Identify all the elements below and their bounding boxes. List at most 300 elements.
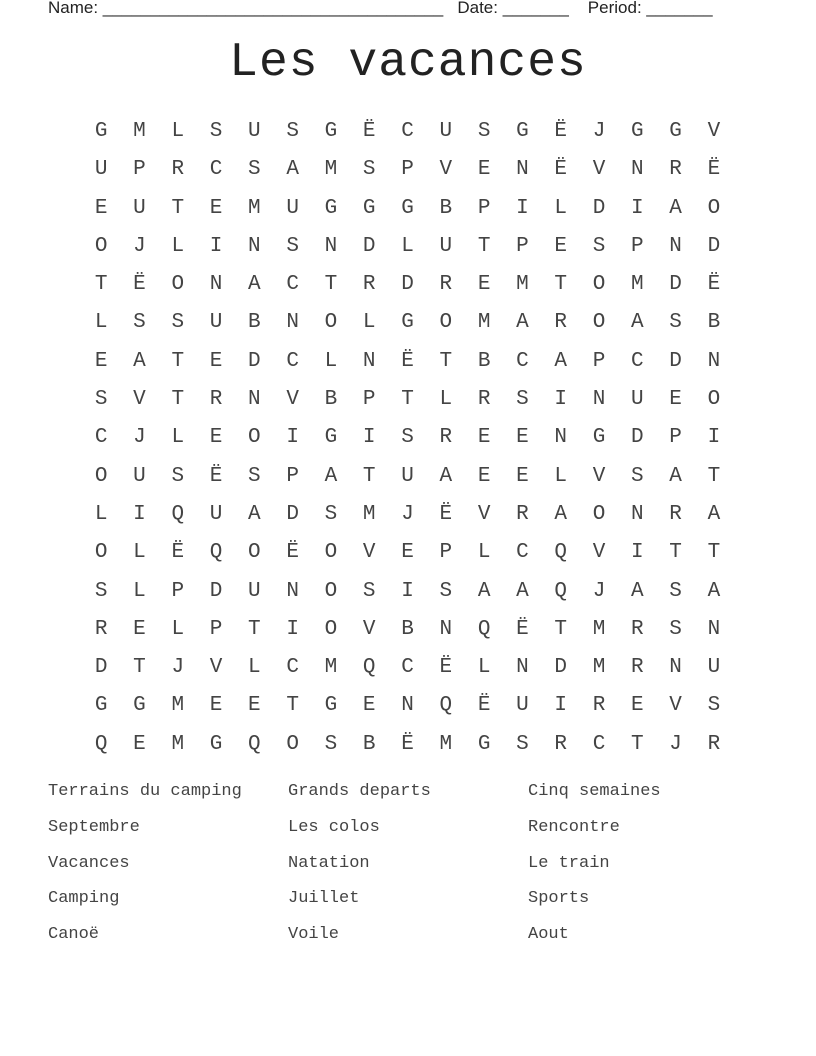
grid-letter: R: [439, 273, 453, 297]
grid-letter: D: [669, 273, 682, 297]
grid-letter: G: [516, 120, 529, 143]
grid-letter: O: [592, 311, 606, 335]
grid-letter: I: [286, 426, 299, 450]
grid-letter: Ë: [286, 541, 299, 565]
grid-letter: L: [171, 120, 185, 143]
grid-letter: S: [171, 464, 185, 488]
grid-letter: E: [669, 388, 682, 412]
grid-letter: Q: [477, 617, 491, 641]
grid-letter: S: [94, 388, 108, 412]
grid-letter: M: [362, 502, 376, 526]
grid-letter: N: [362, 349, 376, 373]
grid-letter: U: [209, 502, 223, 526]
grid-letter: R: [209, 388, 223, 412]
grid-letter: J: [669, 732, 682, 756]
grid-letter: R: [631, 617, 644, 641]
grid-letter: V: [439, 158, 453, 182]
grid-letter: G: [631, 120, 644, 143]
grid-letter: A: [669, 464, 682, 488]
grid-letter: T: [94, 273, 108, 297]
grid-letter: D: [592, 196, 606, 220]
grid-letter: D: [669, 349, 682, 373]
grid-letter: R: [707, 732, 721, 756]
grid-letter: S: [324, 502, 338, 526]
grid-letter: Ë: [439, 502, 453, 526]
grid-letter: N: [707, 349, 721, 373]
grid-letter: U: [94, 158, 108, 182]
grid-letter: P: [516, 234, 529, 258]
grid-letter: E: [477, 464, 491, 488]
period-field-label: Period: _______: [587, 0, 713, 17]
grid-letter: T: [248, 617, 261, 641]
grid-letter: G: [592, 426, 606, 450]
grid-letter: S: [669, 579, 682, 603]
grid-letter: O: [94, 234, 108, 258]
grid-letter: M: [171, 694, 185, 718]
grid-row: [82, 611, 733, 649]
grid-letter: V: [362, 617, 376, 641]
grid-letter: U: [286, 196, 299, 220]
grid-letter: T: [362, 464, 376, 488]
grid-letter: O: [592, 273, 606, 297]
grid-letter: T: [477, 234, 491, 258]
grid-letter: U: [516, 694, 529, 718]
grid-letter: T: [707, 541, 721, 565]
grid-letter: Ë: [171, 541, 185, 565]
grid-letter: A: [133, 349, 146, 373]
grid-letter: B: [324, 388, 338, 412]
grid-letter: M: [133, 120, 146, 143]
grid-letter: S: [248, 158, 261, 182]
grid-letter: R: [554, 311, 568, 335]
grid-letter: S: [209, 120, 223, 143]
word-list-item: Le train: [528, 853, 610, 873]
word-list-item: Vacances: [48, 853, 130, 873]
grid-letter: L: [477, 541, 491, 565]
grid-letter: N: [592, 388, 606, 412]
grid-letter: R: [171, 158, 185, 182]
grid-letter: D: [362, 234, 376, 258]
grid-letter: C: [592, 732, 606, 756]
grid-letter: R: [477, 388, 491, 412]
grid-letter: S: [248, 464, 261, 488]
grid-letter: S: [94, 579, 108, 603]
grid-letter: T: [171, 196, 185, 220]
grid-letter: A: [477, 579, 491, 603]
grid-letter: Ë: [477, 694, 491, 718]
grid-letter: R: [439, 426, 453, 450]
grid-letter: E: [477, 426, 491, 450]
grid-letter: P: [592, 349, 606, 373]
grid-letter: Ë: [554, 158, 568, 182]
grid-letter: G: [94, 120, 108, 143]
grid-letter: O: [94, 464, 108, 488]
grid-letter: S: [171, 311, 185, 335]
grid-letter: L: [554, 464, 568, 488]
grid-letter: V: [286, 388, 299, 412]
grid-letter: S: [592, 234, 606, 258]
grid-row: [82, 381, 733, 419]
grid-letter: Q: [362, 656, 376, 680]
grid-letter: G: [324, 694, 338, 718]
grid-letter: I: [362, 426, 376, 450]
grid-letter: S: [133, 311, 146, 335]
grid-letter: S: [362, 579, 376, 603]
grid-letter: L: [401, 234, 414, 258]
grid-letter: O: [439, 311, 453, 335]
grid-letter: D: [401, 273, 414, 297]
grid-row: [82, 496, 733, 534]
grid-letter: E: [477, 273, 491, 297]
grid-letter: C: [286, 656, 299, 680]
grid-letter: R: [554, 732, 568, 756]
grid-row: [82, 458, 733, 496]
grid-letter: L: [554, 196, 568, 220]
grid-letter: L: [133, 541, 146, 565]
grid-letter: R: [669, 158, 682, 182]
grid-letter: O: [94, 541, 108, 565]
grid-letter: E: [362, 694, 376, 718]
grid-letter: E: [554, 234, 568, 258]
grid-letter: S: [362, 158, 376, 182]
grid-letter: L: [439, 388, 453, 412]
grid-letter: E: [516, 426, 529, 450]
grid-letter: A: [669, 196, 682, 220]
grid-letter: U: [439, 234, 453, 258]
grid-letter: N: [669, 656, 682, 680]
grid-letter: S: [439, 579, 453, 603]
grid-letter: I: [516, 196, 529, 220]
grid-letter: P: [631, 234, 644, 258]
grid-letter: P: [401, 158, 414, 182]
grid-letter: T: [554, 617, 568, 641]
grid-letter: A: [516, 311, 529, 335]
grid-letter: T: [133, 656, 146, 680]
grid-letter: E: [631, 694, 644, 718]
grid-letter: N: [631, 502, 644, 526]
grid-row: [82, 687, 733, 725]
grid-letter: V: [362, 541, 376, 565]
grid-letter: Q: [171, 502, 185, 526]
grid-letter: U: [248, 120, 261, 143]
word-list-item: Cinq semaines: [528, 782, 661, 801]
grid-letter: O: [324, 541, 338, 565]
grid-letter: S: [516, 388, 529, 412]
grid-letter: B: [248, 311, 261, 335]
grid-letter: G: [401, 311, 414, 335]
grid-letter: G: [477, 732, 491, 756]
word-list-item: Camping: [48, 889, 120, 909]
grid-letter: O: [324, 311, 338, 335]
grid-letter: D: [707, 234, 721, 258]
grid-letter: N: [669, 234, 682, 258]
grid-letter: J: [592, 579, 606, 603]
grid-letter: J: [133, 426, 146, 450]
grid-letter: V: [592, 158, 606, 182]
grid-letter: U: [631, 388, 644, 412]
grid-row: [82, 573, 733, 611]
grid-letter: P: [439, 541, 453, 565]
grid-row: [82, 534, 733, 572]
grid-letter: V: [209, 656, 223, 680]
grid-letter: Q: [209, 541, 223, 565]
grid-letter: N: [286, 311, 299, 335]
grid-letter: J: [592, 120, 606, 143]
grid-letter: Ë: [362, 120, 376, 143]
grid-letter: D: [631, 426, 644, 450]
student-info-header: [48, 0, 713, 18]
grid-letter: R: [669, 502, 682, 526]
grid-letter: J: [401, 502, 414, 526]
grid-letter: S: [669, 617, 682, 641]
grid-letter: P: [286, 464, 299, 488]
grid-letter: E: [209, 426, 223, 450]
grid-letter: M: [592, 617, 606, 641]
grid-letter: G: [324, 196, 338, 220]
grid-letter: S: [401, 426, 414, 450]
grid-letter: S: [707, 694, 721, 718]
grid-letter: Ë: [516, 617, 529, 641]
grid-letter: P: [477, 196, 491, 220]
grid-letter: L: [362, 311, 376, 335]
grid-letter: C: [516, 541, 529, 565]
grid-letter: A: [516, 579, 529, 603]
word-list-item: Sports: [528, 889, 590, 909]
grid-letter: O: [707, 388, 721, 412]
grid-letter: D: [554, 656, 568, 680]
grid-letter: I: [554, 694, 568, 718]
grid-letter: V: [707, 120, 721, 143]
grid-letter: L: [171, 426, 185, 450]
grid-letter: S: [286, 234, 299, 258]
grid-letter: I: [631, 541, 644, 565]
grid-letter: I: [401, 579, 414, 603]
grid-letter: N: [324, 234, 338, 258]
grid-letter: A: [707, 579, 721, 603]
grid-letter: E: [248, 694, 261, 718]
grid-letter: N: [248, 234, 261, 258]
grid-letter: J: [171, 656, 185, 680]
grid-letter: A: [248, 502, 261, 526]
word-list-item: Rencontre: [528, 817, 620, 837]
grid-letter: I: [554, 388, 568, 412]
grid-letter: M: [516, 273, 529, 297]
grid-letter: S: [324, 732, 338, 756]
grid-row: [82, 649, 733, 687]
grid-letter: A: [631, 579, 644, 603]
grid-letter: O: [324, 579, 338, 603]
word-list-item: Natation: [288, 853, 370, 873]
grid-letter: I: [631, 196, 644, 220]
name-field-label: Name: ____________________________________: [48, 0, 444, 17]
grid-letter: J: [133, 234, 146, 258]
grid-letter: E: [209, 349, 223, 373]
grid-letter: T: [286, 694, 299, 718]
grid-letter: E: [209, 694, 223, 718]
word-list-item: Terrains du camping: [48, 782, 242, 801]
word-list-item: Canoë: [48, 925, 100, 945]
word-list-item: Voile: [288, 925, 340, 945]
page-title: Les vacances: [229, 36, 587, 90]
grid-letter: P: [209, 617, 223, 641]
word-list-item: Septembre: [48, 817, 140, 837]
grid-letter: R: [94, 617, 108, 641]
grid-letter: U: [707, 656, 721, 680]
grid-letter: U: [248, 579, 261, 603]
grid-letter: T: [554, 273, 568, 297]
grid-letter: P: [171, 579, 185, 603]
grid-letter: R: [362, 273, 376, 297]
grid-letter: Q: [439, 694, 453, 718]
letter-grid: [82, 113, 733, 764]
grid-letter: L: [171, 617, 185, 641]
grid-letter: T: [439, 349, 453, 373]
word-list-item: Les colos: [288, 817, 380, 837]
grid-letter: N: [554, 426, 568, 450]
grid-letter: O: [248, 541, 261, 565]
grid-letter: C: [209, 158, 223, 182]
grid-letter: O: [707, 196, 721, 220]
grid-letter: R: [592, 694, 606, 718]
grid-letter: Q: [554, 541, 568, 565]
grid-letter: V: [133, 388, 146, 412]
grid-letter: P: [133, 158, 146, 182]
grid-letter: G: [324, 120, 338, 143]
grid-letter: Ë: [707, 273, 721, 297]
grid-letter: E: [209, 196, 223, 220]
grid-letter: N: [631, 158, 644, 182]
grid-letter: M: [324, 158, 338, 182]
grid-letter: Q: [94, 732, 108, 756]
grid-letter: M: [324, 656, 338, 680]
grid-letter: I: [286, 617, 299, 641]
grid-letter: A: [248, 273, 261, 297]
grid-letter: Q: [554, 579, 568, 603]
grid-letter: P: [669, 426, 682, 450]
grid-letter: A: [554, 349, 568, 373]
grid-letter: A: [439, 464, 453, 488]
grid-letter: G: [133, 694, 146, 718]
word-list-item: Grands departs: [288, 782, 431, 801]
grid-letter: E: [477, 158, 491, 182]
grid-letter: Ë: [554, 120, 568, 143]
grid-letter: B: [362, 732, 376, 756]
grid-letter: G: [209, 732, 223, 756]
grid-letter: A: [286, 158, 299, 182]
grid-letter: D: [209, 579, 223, 603]
grid-letter: A: [324, 464, 338, 488]
grid-letter: E: [94, 196, 108, 220]
grid-letter: Q: [248, 732, 261, 756]
grid-row: [82, 266, 733, 304]
grid-letter: N: [401, 694, 414, 718]
word-list-item: Aout: [528, 925, 569, 945]
grid-letter: L: [133, 579, 146, 603]
grid-letter: V: [669, 694, 682, 718]
grid-letter: D: [286, 502, 299, 526]
grid-letter: T: [324, 273, 338, 297]
grid-letter: E: [516, 464, 529, 488]
grid-letter: U: [209, 311, 223, 335]
grid-letter: M: [439, 732, 453, 756]
grid-letter: N: [286, 579, 299, 603]
grid-letter: L: [171, 234, 185, 258]
grid-letter: T: [171, 388, 185, 412]
grid-letter: C: [286, 273, 299, 297]
grid-row: [82, 151, 733, 189]
grid-letter: V: [477, 502, 491, 526]
grid-letter: B: [439, 196, 453, 220]
grid-letter: M: [171, 732, 185, 756]
grid-letter: M: [592, 656, 606, 680]
grid-row: [82, 190, 733, 228]
grid-letter: M: [477, 311, 491, 335]
grid-letter: V: [592, 464, 606, 488]
grid-letter: Ë: [401, 349, 414, 373]
grid-letter: T: [401, 388, 414, 412]
grid-letter: T: [631, 732, 644, 756]
grid-letter: G: [401, 196, 414, 220]
grid-letter: I: [133, 502, 146, 526]
grid-letter: L: [248, 656, 261, 680]
grid-letter: G: [94, 694, 108, 718]
grid-letter: S: [631, 464, 644, 488]
grid-letter: E: [133, 732, 146, 756]
grid-letter: I: [209, 234, 223, 258]
grid-letter: C: [401, 656, 414, 680]
word-list-item: Juillet: [288, 889, 360, 909]
grid-letter: N: [707, 617, 721, 641]
grid-letter: G: [362, 196, 376, 220]
grid-letter: S: [286, 120, 299, 143]
grid-letter: M: [248, 196, 261, 220]
grid-letter: A: [631, 311, 644, 335]
grid-letter: D: [248, 349, 261, 373]
grid-letter: S: [477, 120, 491, 143]
grid-row: [82, 228, 733, 266]
grid-letter: T: [669, 541, 682, 565]
grid-letter: O: [248, 426, 261, 450]
grid-letter: S: [669, 311, 682, 335]
date-field-label: Date: _______: [457, 0, 569, 17]
grid-letter: O: [286, 732, 299, 756]
grid-letter: N: [248, 388, 261, 412]
grid-letter: U: [439, 120, 453, 143]
grid-letter: B: [707, 311, 721, 335]
grid-letter: R: [631, 656, 644, 680]
grid-row: [82, 726, 733, 764]
grid-letter: D: [94, 656, 108, 680]
grid-letter: T: [707, 464, 721, 488]
grid-letter: Ë: [707, 158, 721, 182]
grid-letter: O: [592, 502, 606, 526]
grid-letter: L: [324, 349, 338, 373]
grid-row: [82, 304, 733, 342]
grid-letter: S: [516, 732, 529, 756]
grid-letter: B: [401, 617, 414, 641]
grid-letter: Ë: [133, 273, 146, 297]
grid-letter: T: [171, 349, 185, 373]
grid-letter: C: [401, 120, 414, 143]
grid-letter: L: [94, 311, 108, 335]
grid-row: [82, 343, 733, 381]
grid-letter: R: [516, 502, 529, 526]
grid-letter: B: [477, 349, 491, 373]
grid-letter: G: [669, 120, 682, 143]
word-list: [48, 780, 768, 959]
grid-letter: U: [133, 464, 146, 488]
grid-letter: N: [516, 158, 529, 182]
